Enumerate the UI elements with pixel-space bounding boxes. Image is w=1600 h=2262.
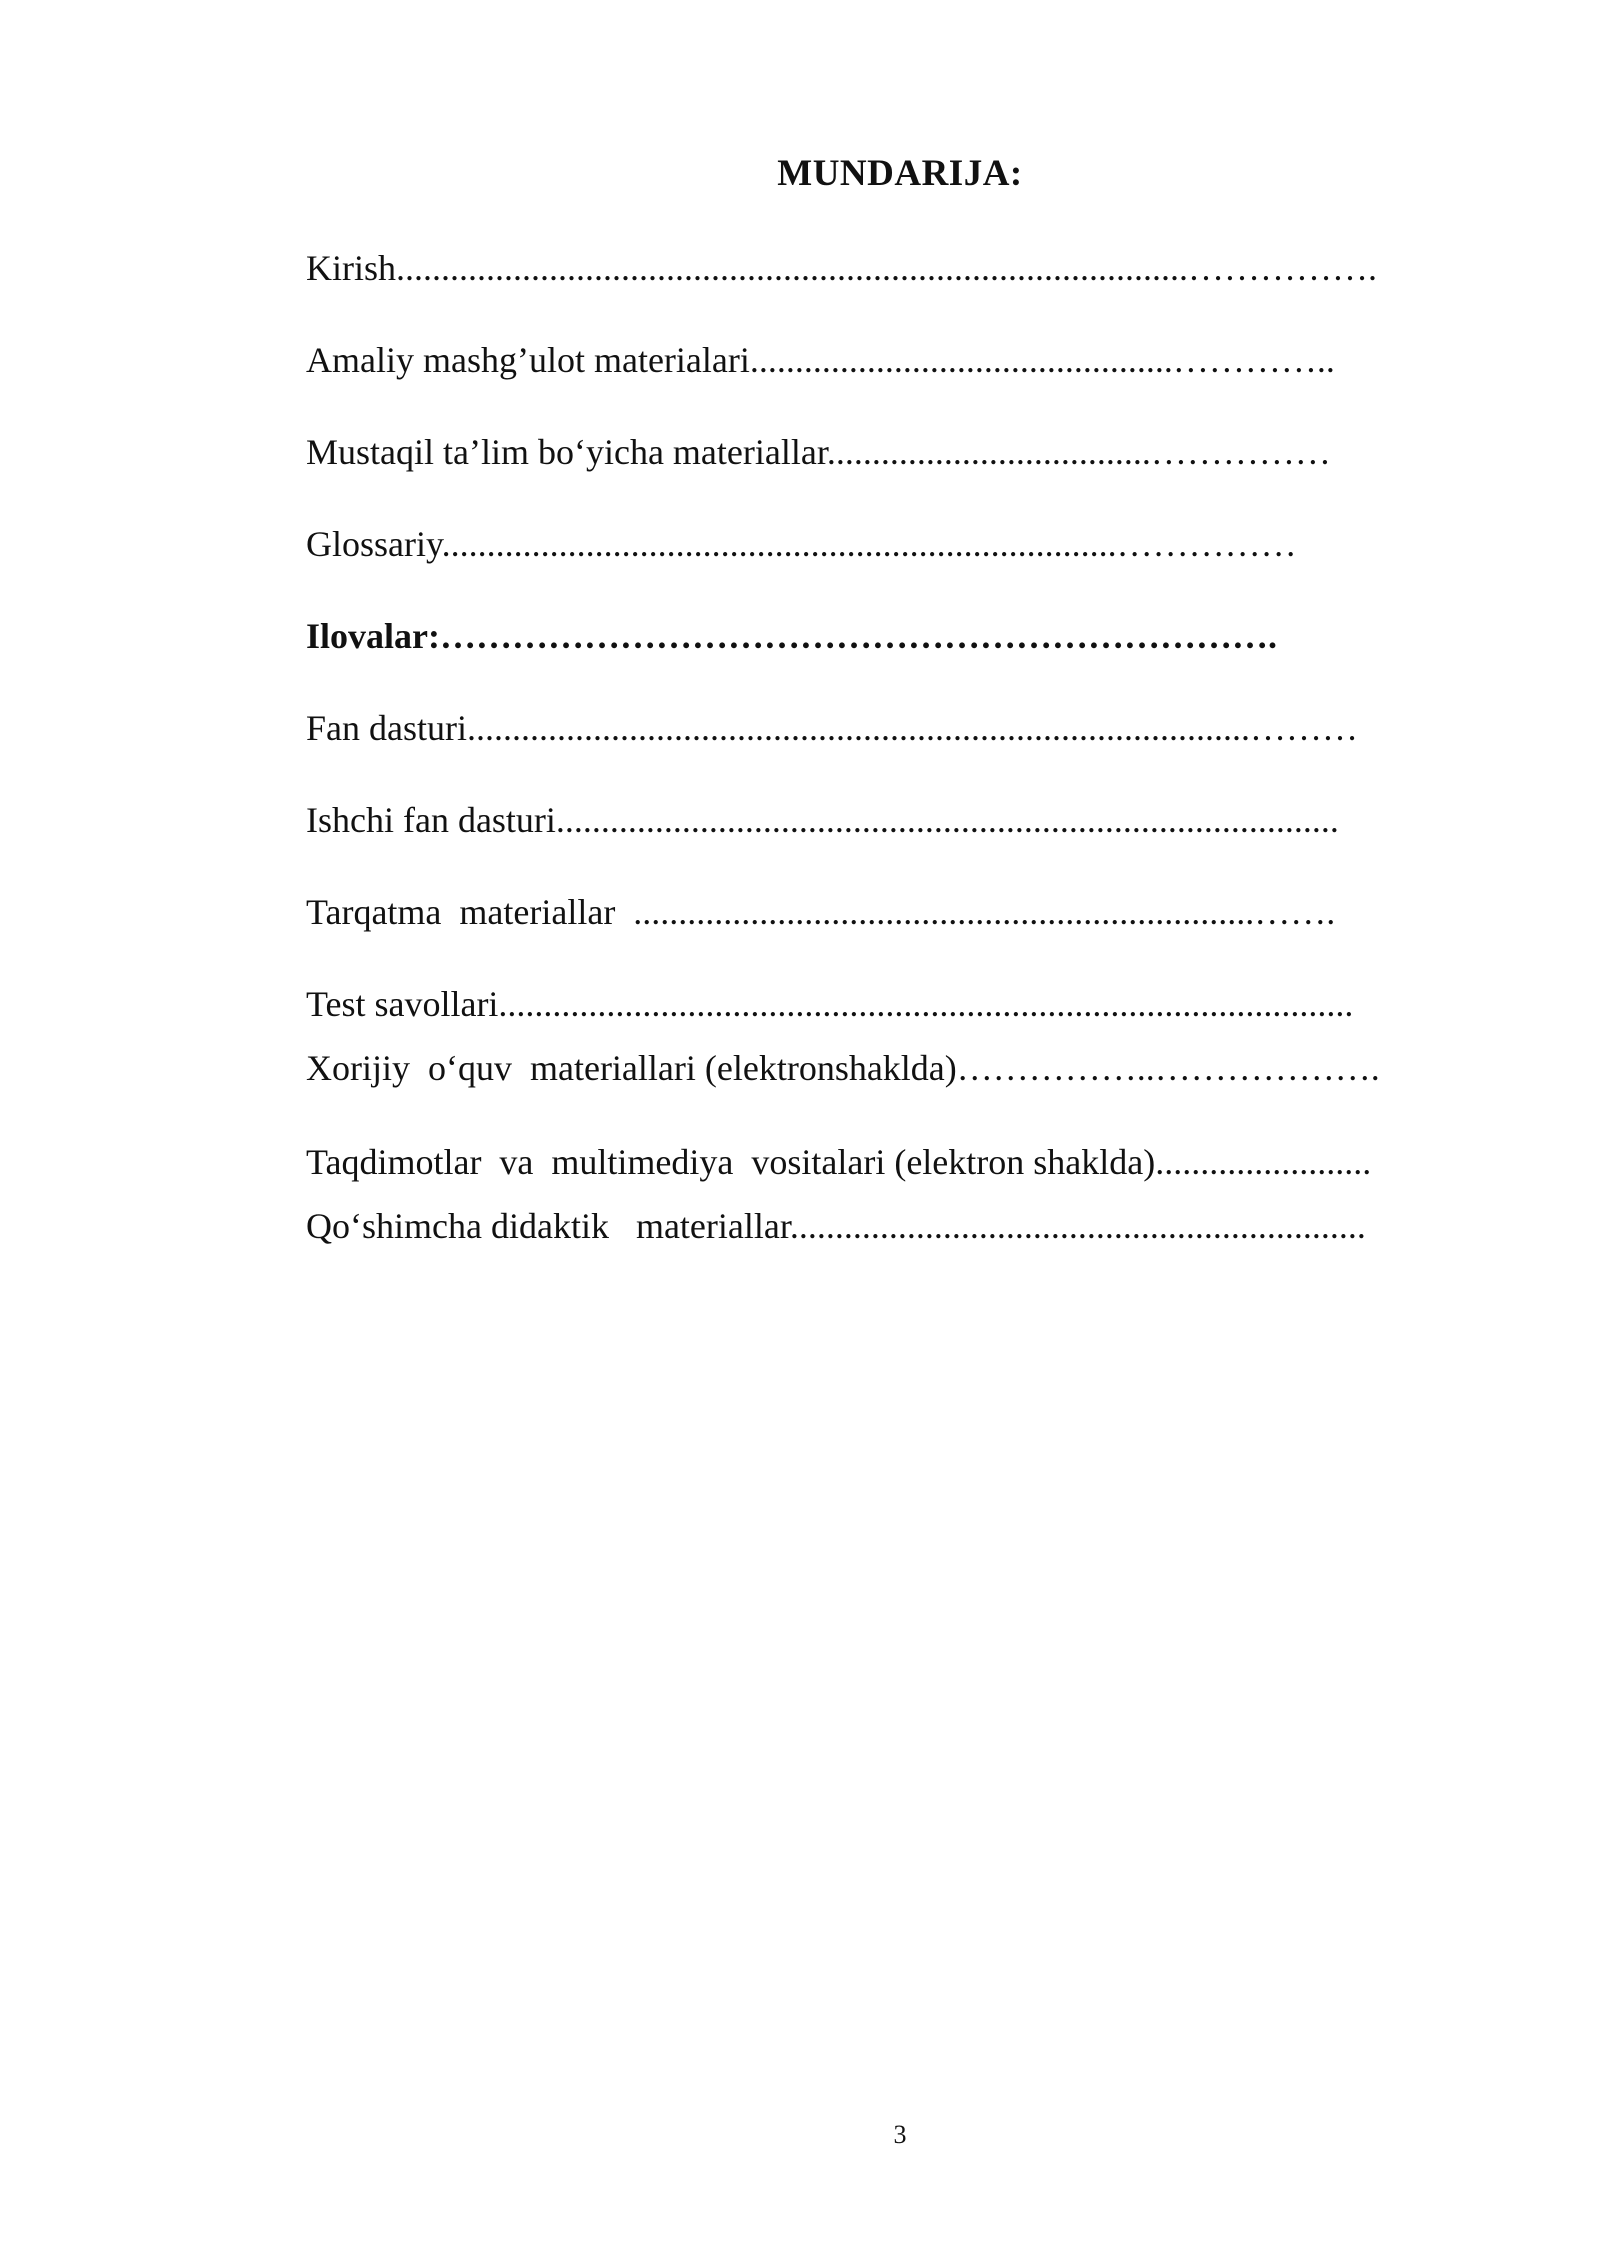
toc-item-amaliy: Amaliy mashg’ulot materialari...............................................…………..	[306, 340, 1335, 380]
toc-item-ishchi-fan-dasturi: Ishchi fan dasturi.......................................................................................	[306, 800, 1339, 840]
page-title: MUNDARIJA:	[777, 153, 1023, 194]
toc-item-xorijiy: Xorijiy o‘quv materiallari (elektronshaklda)……………..……………….	[306, 1048, 1380, 1088]
toc-item-fan-dasturi: Fan dasturi.......................................................................................………	[306, 708, 1358, 748]
toc-item-glossariy: Glossariy...........................................................................……………	[306, 524, 1297, 564]
page-number: 3	[893, 2120, 907, 2149]
toc-item-qoshimcha: Qo‘shimcha didaktik materiallar................................................................	[306, 1206, 1366, 1246]
toc-item-kirish: Kirish........................................................................................…………….	[306, 248, 1377, 288]
toc-item-taqdimotlar: Taqdimotlar va multimediya vositalari (elektron shaklda)........................	[306, 1142, 1372, 1182]
toc-item-test-savollari: Test savollari...............................................................................................	[306, 984, 1354, 1024]
toc-item-ilovalar: Ilovalar:…………………………………………………………….	[306, 616, 1277, 656]
toc-item-tarqatma: Tarqatma materiallar .....................................................................…….	[306, 892, 1336, 932]
toc-item-mustaqil: Mustaqil ta’lim bo‘yicha materiallar....................................……………	[306, 432, 1331, 472]
